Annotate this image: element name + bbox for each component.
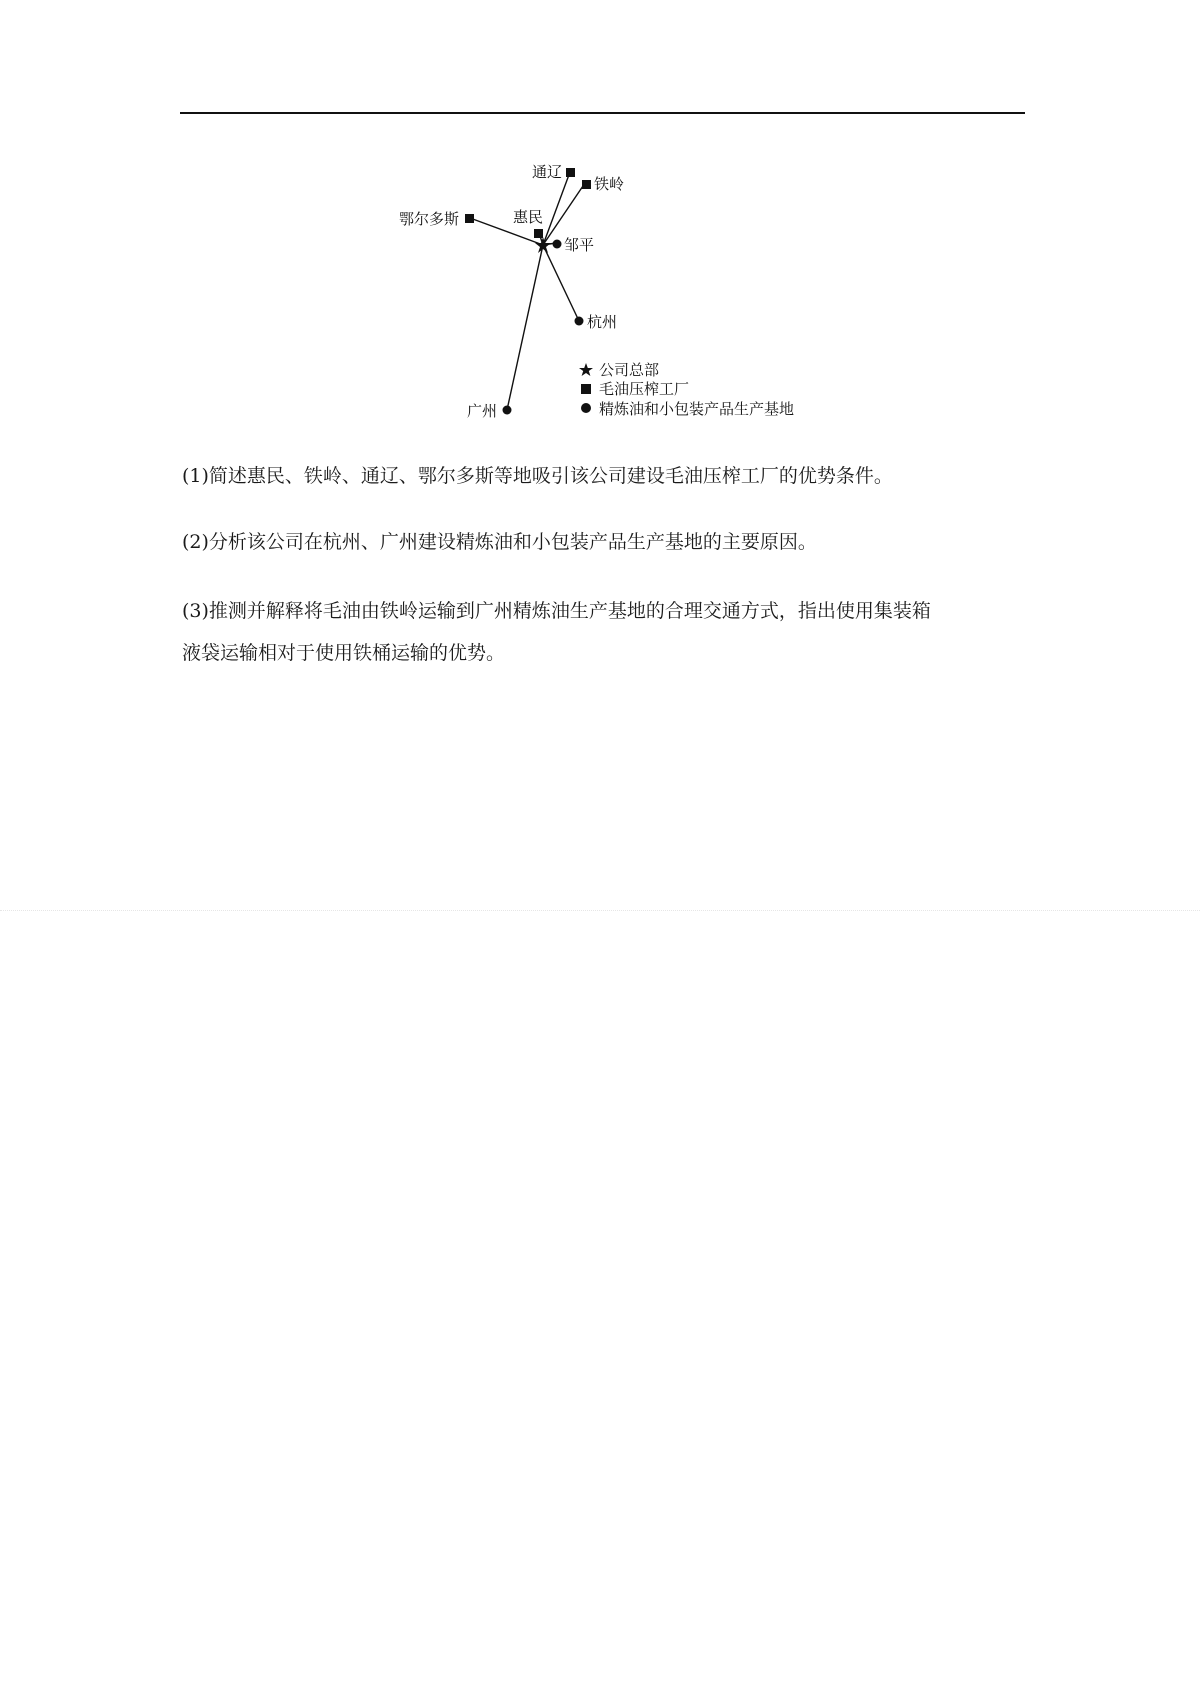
- guangzhou-dot-icon: [503, 406, 512, 415]
- question-3: [182, 590, 1022, 674]
- header-rule: [180, 112, 1025, 114]
- hangzhou-dot-icon: [575, 317, 584, 326]
- legend-refinery-label: 精炼油和小包装产品生产基地: [599, 400, 795, 418]
- label-tieling: 铁岭: [594, 175, 625, 193]
- question-2: (2)分析该公司在杭州、广州建设精炼油和小包装产品生产基地的主要原因。: [182, 531, 817, 553]
- location-map-svg: [380, 150, 840, 430]
- label-hangzhou: 杭州: [587, 313, 618, 331]
- headquarters-star-icon: [535, 237, 551, 253]
- legend: [579, 361, 794, 418]
- location-diagram: [380, 150, 840, 430]
- question-3-line-1: (3)推测并解释将毛油由铁岭运输到广州精炼油生产基地的合理交通方式，指出使用集装箱: [182, 600, 931, 622]
- legend-star-icon: [579, 363, 593, 376]
- line-to-hangzhou: [543, 245, 579, 321]
- legend-dot-icon: [581, 403, 591, 413]
- huimin-square-icon: [534, 229, 543, 238]
- question-3-line-2: 液袋运输相对于使用铁桶运输的优势。: [182, 642, 506, 664]
- label-guangzhou: 广州: [467, 402, 498, 420]
- label-tongliao: 通辽: [532, 163, 563, 181]
- eerduosi-square-icon: [465, 214, 474, 223]
- tieling-square-icon: [582, 180, 591, 189]
- label-zouping: 邹平: [564, 236, 595, 254]
- label-eerduosi: 鄂尔多斯: [399, 210, 460, 228]
- tongliao-square-icon: [566, 168, 575, 177]
- label-huimin: 惠民: [513, 208, 544, 226]
- line-to-guangzhou: [507, 245, 543, 410]
- line-to-tongliao: [543, 172, 570, 245]
- page-break-line: [0, 910, 1200, 911]
- legend-square-icon: [581, 384, 591, 394]
- zouping-dot-icon: [553, 240, 562, 249]
- legend-factory-label: 毛油压榨工厂: [599, 380, 690, 398]
- question-1: (1)简述惠民、铁岭、通辽、鄂尔多斯等地吸引该公司建设毛油压榨工厂的优势条件。: [182, 465, 893, 487]
- legend-headquarters-label: 公司总部: [599, 361, 660, 379]
